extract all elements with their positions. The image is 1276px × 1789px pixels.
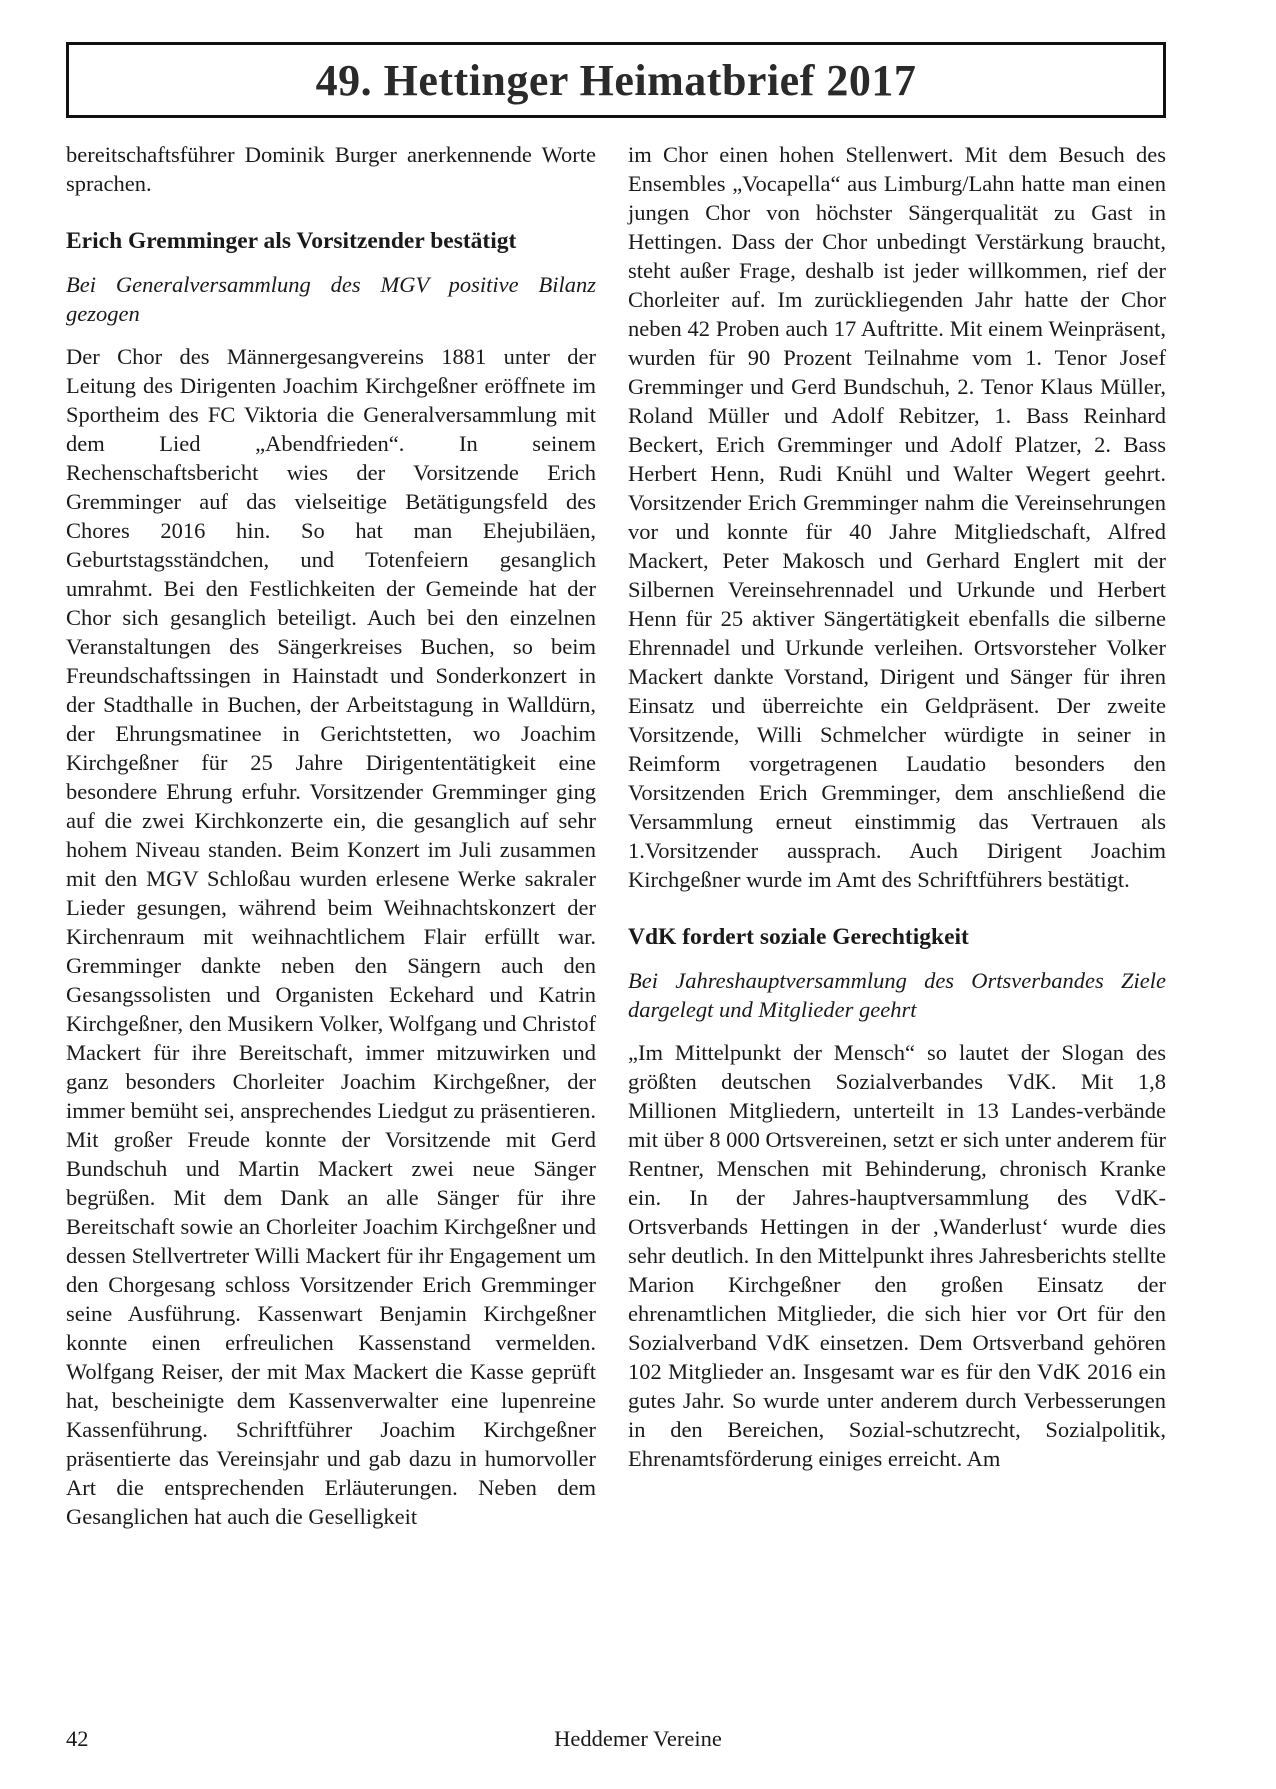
footer-section-label: Heddemer Vereine [554,1726,722,1751]
page-title: 49. Hettinger Heimatbrief 2017 [315,55,917,105]
article-body: „Im Mittelpunkt der Mensch“ so lautet der Slogan des größten deutschen Sozialverbandes VdK. Mit 1,8 Millionen Mitgliedern, unterteilt in 13 Landes-verbände mit über 8 000 Ortsvereinen, setzt er sich unter anderem für Rentner, Menschen mit Behinderung, chronisch Kranke ein. In der Jahres-hauptversammlung des VdK-Ortsverbands Hettingen in der ‚Wanderlust‘ wurde dies sehr deutlich. In den Mittelpunkt ihres Jahresberichts stellte Marion Kirchgeßner den großen Einsatz der ehrenamtlichen Mitglieder, die sich hier vor Ort für den Sozialverband VdK einsetzen. Dem Ortsverband gehören 102 Mitglieder an. Insgesamt war es für den VdK 2016 ein gutes Jahr. So wurde unter anderem durch Verbesserungen in den Bereichen, Sozial-schutzrecht, Sozialpolitik, Ehrenamtsförderung einiges erreicht. Am [628,1040,1166,1471]
article-subheading: Bei Jahreshauptversammlung des Ortsverbandes Ziele dargelegt und Mitglieder geehrt [628,968,1166,1022]
article-subheading: Bei Generalversammlung des MGV positive Bilanz gezogen [66,272,596,326]
right-column [628,140,1166,1473]
continued-text: im Chor einen hohen Stellenwert. Mit dem Besuch des Ensembles „Vocapella“ aus Limburg/Lahn hatte man einen jungen Chor von höchster Sängerqualität zu Gast in Hettingen. Dass der Chor unbedingt Verstärkung braucht, steht außer Frage, deshalb ist jeder willkommen, rief der Chorleiter auf. Im zurückliegenden Jahr hatte der Chor neben 42 Proben auch 17 Auftritte. Mit einem Weinpräsent, wurden für 90 Prozent Teilnahme vom 1. Tenor Josef Gremminger und Gerd Bundschuh, 2. Tenor Klaus Müller, Roland Müller und Adolf Rebitzer, 1. Bass Reinhard Beckert, Erich Gremminger und Adolf Platzer, 2. Bass Herbert Henn, Rudi Knühl und Walter Wegert geehrt. Vorsitzender Erich Gremminger nahm die Vereinsehrungen vor und konnte für 40 Jahre Mitgliedschaft, Alfred Mackert, Peter Makosch und Gerhard Englert mit der Silbernen Vereinsehrennadel und Urkunde und Herbert Henn für 25 aktiver Sängertätigkeit ebenfalls die silberne Ehrennadel und Urkunde verleihen. Ortsvorsteher Volker Mackert dankte Vorstand, Dirigent und Sänger für ihren Einsatz und überreichte ein Geldpräsent. Der zweite Vorsitzende, Willi Schmelcher würdigte in seiner in Reimform vorgetragenen Laudatio besonders den Vorsitzenden Erich Gremminger, dem anschließend die Versammlung erneut einstimmig das Vertrauen als 1.Vorsitzender aussprach. Auch Dirigent Joachim Kirchgeßner wurde im Amt des Schriftführers bestätigt. [628,142,1166,892]
intro-text: bereitschaftsführer Dominik Burger anerkennende Worte sprachen. [66,142,596,196]
article-heading: VdK fordert soziale Gerechtigkeit [628,924,969,950]
page-number: 42 [66,1726,89,1751]
header-box [66,42,1166,118]
article-body: Der Chor des Männergesangvereins 1881 unter der Leitung des Dirigenten Joachim Kirchgeßner eröffnete im Sportheim des FC Viktoria die Generalversammlung mit dem Lied „Abendfrieden“. In seinem Rechenschaftsbericht wies der Vorsitzende Erich Gremminger auf das vielseitige Betätigungsfeld des Chores 2016 hin. So hat man Ehejubiläen, Geburtstagsständchen, und Totenfeiern gesanglich umrahmt. Bei den Festlichkeiten der Gemeinde hat der Chor sich gesanglich beteiligt. Auch bei den einzelnen Veranstaltungen des Sängerkreises Buchen, so beim Freundschaftssingen in Hainstadt und Sonderkonzert in der Stadthalle in Buchen, der Arbeitstagung in Walldürn, der Ehrungsmatinee in Gerichtstetten, wo Joachim Kirchgeßner für 25 Jahre Dirigententätigkeit eine besondere Ehrung erfuhr. Vorsitzender Gremminger ging auf die zwei Kirchkonzerte ein, die gesanglich auf sehr hohem Niveau standen. Beim Konzert im Juli zusammen mit den MGV Schloßau wurden erlesene Werke sakraler Lieder gesungen, während beim Weihnachtskonzert der Kirchenraum mit weihnachtlichem Flair erfüllt war. Gremminger dankte neben den Sängern auch den Gesangssolisten und Organisten Eckehard und Katrin Kirchgeßner, den Musikern Volker, Wolfgang und Christof Mackert für ihre Bereitschaft, immer mitzuwirken und ganz besonders Chorleiter Joachim Kirchgeßner, der immer bemüht sei, ansprechendes Liedgut zu präsentieren. Mit großer Freude konnte der Vorsitzende mit Gerd Bundschuh und Martin Mackert zwei neue Sänger begrüßen. Mit dem Dank an alle Sänger für ihre Bereitschaft sowie an Chorleiter Joachim Kirchgeßner und dessen Stellvertreter Willi Mackert für ihr Engagement um den Chorgesang schloss Vorsitzender Erich Gremminger seine Ausführung. Kassenwart Benjamin Kirchgeßner konnte einen erfreulichen Kassenstand vermelden. Wolfgang Reiser, der mit Max Mackert die Kasse geprüft hat, bescheinigte dem Kassenverwalter eine lupenreine Kassenführung. Schriftführer Joachim Kirchgeßner präsentierte das Vereinsjahr und gab dazu in humorvoller Art die entsprechenden Erläuterungen. Neben dem Gesanglichen hat auch die Geselligkeit [66,344,596,1529]
left-column [66,140,596,1531]
article-heading: Erich Gremminger als Vorsitzender bestätigt [66,228,517,254]
